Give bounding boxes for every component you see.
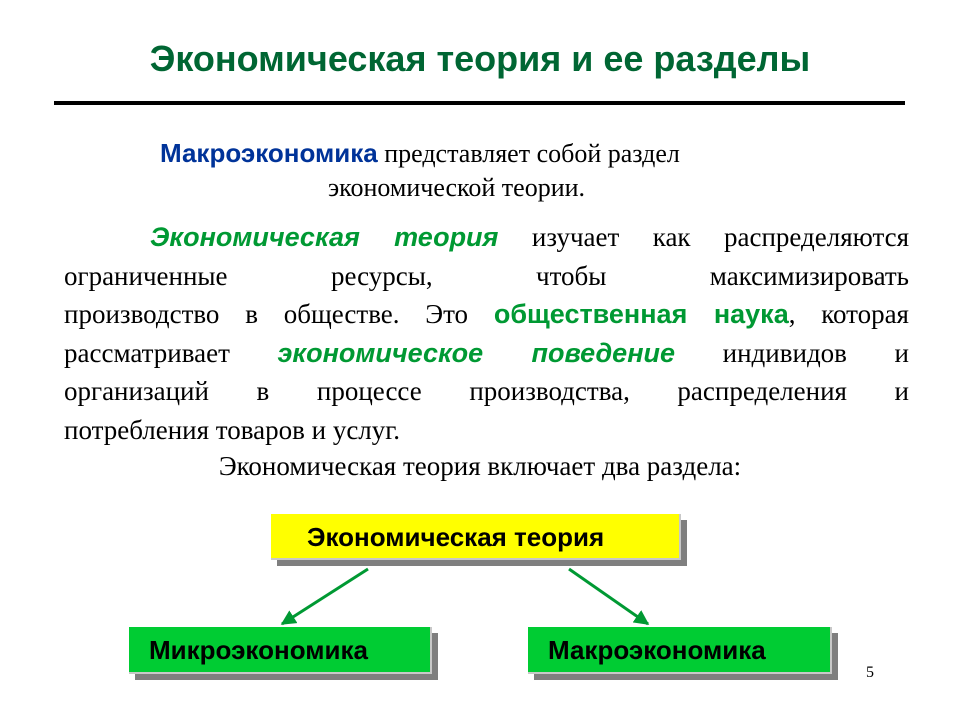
paragraph-line-2: ограниченные ресурсы, чтобы максимизировать [64,260,909,291]
box-macroeconomics: Макроэкономика [528,627,832,674]
paragraph-line-4 [64,334,909,373]
definition-term: Макроэкономика [160,138,378,168]
page-number: 5 [866,664,874,681]
paragraph-line-1 [64,218,909,257]
title-underline [54,101,905,105]
term-economic-behavior: экономическое поведение [277,337,676,368]
paragraph-line-4-a: рассматривает [64,337,278,368]
macroeconomics-definition [160,136,860,205]
paragraph-line-3-a: производство в обществе. Это [64,299,494,329]
economics-paragraph [64,218,909,449]
slide-title: Экономическая теория и ее разделы [149,38,811,79]
definition-line2: экономической теории. [328,173,586,202]
definition-line1-rest: представляет собой раздел [377,139,680,168]
paragraph-line-1-rest: изучает как распределяются [498,222,909,252]
paragraph-line-4-b: индивидов и [675,337,909,368]
box-microeconomics: Микроэкономика [129,627,432,674]
paragraph-line-5: организаций в процессе производства, распределения и [64,376,909,406]
paragraph-line-6: потребления товаров и услуг. [64,414,401,445]
paragraph-line-3-b: , которая [788,299,909,329]
root-box-economic-theory: Экономическая теория [271,514,681,560]
paragraph-line-3 [64,295,909,334]
arrow-to-macroeconomics [569,569,648,624]
term-social-science: общественная наука [493,299,789,329]
includes-sentence: Экономическая теория включает два раздела: [218,451,742,481]
term-economic-theory: Экономическая теория [150,222,499,252]
arrow-to-microeconomics [282,569,368,624]
